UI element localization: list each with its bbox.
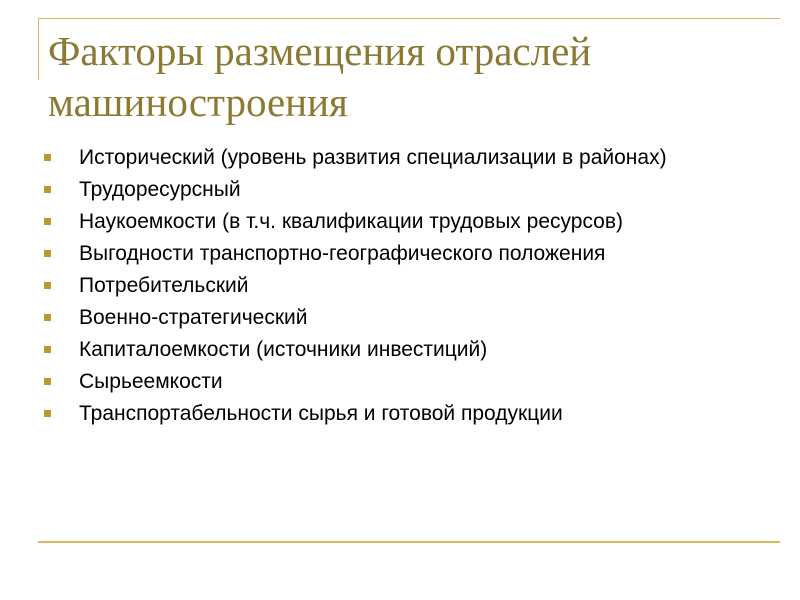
bullet-text: Капиталоемкости (источники инвестиций) — [79, 338, 488, 361]
bullet-item — [44, 208, 750, 235]
bullet-item — [44, 400, 750, 427]
left-divider — [38, 18, 39, 80]
square-bullet-icon — [44, 250, 51, 257]
bullet-item — [44, 240, 750, 267]
bottom-divider — [38, 541, 780, 543]
bullet-item — [44, 272, 750, 299]
bullet-text: Потребительский — [79, 274, 249, 297]
bullet-item — [44, 176, 750, 203]
bullet-item — [44, 368, 750, 395]
top-divider — [38, 18, 780, 19]
bullet-text: Сырьеемкости — [79, 370, 223, 393]
square-bullet-icon — [44, 186, 51, 193]
square-bullet-icon — [44, 218, 51, 225]
slide-title: Факторы размещения отраслей машиностроения — [48, 28, 592, 125]
bullet-item — [44, 336, 750, 363]
bullet-item — [44, 304, 750, 331]
square-bullet-icon — [44, 378, 51, 385]
square-bullet-icon — [44, 314, 51, 321]
bullet-text: Наукоемкости (в т.ч. квалификации трудовых ресурсов) — [79, 210, 624, 233]
bullet-text: Военно-стратегический — [79, 306, 308, 329]
bullet-text: Выгодности транспортно-географического положения — [79, 242, 606, 265]
bullet-list — [44, 144, 750, 432]
bullet-text: Исторический (уровень развития специализации в районах) — [79, 146, 667, 169]
bullet-text: Трудоресурсный — [79, 178, 241, 201]
square-bullet-icon — [44, 282, 51, 289]
bullet-text: Транспортабельности сырья и готовой продукции — [79, 402, 563, 425]
square-bullet-icon — [44, 346, 51, 353]
square-bullet-icon — [44, 410, 51, 417]
bullet-item — [44, 144, 750, 171]
square-bullet-icon — [44, 154, 51, 161]
